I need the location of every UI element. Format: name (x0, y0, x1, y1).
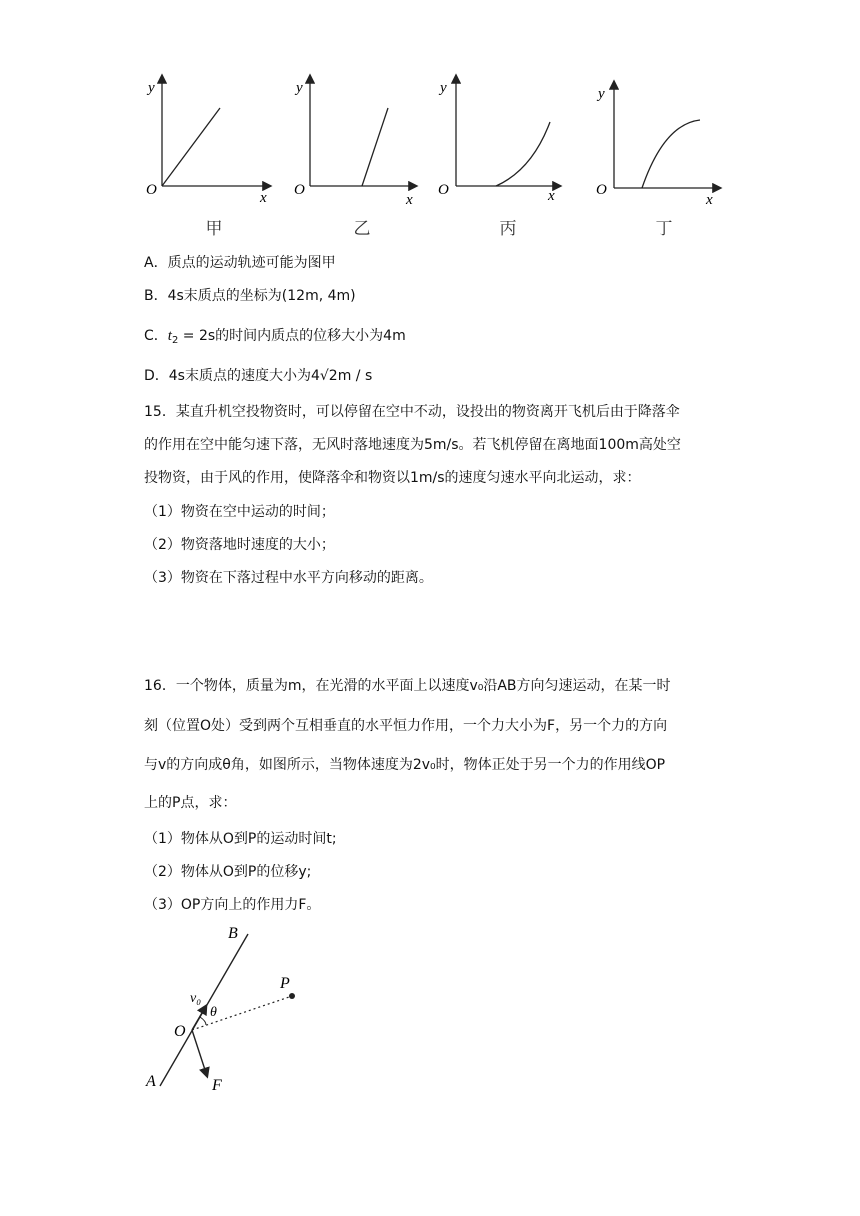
graph-jia (140, 70, 280, 210)
q16-line-4: 上的P点，求： (144, 795, 237, 811)
y-axis-label: y (148, 80, 155, 96)
label-p: P (280, 975, 290, 992)
option-c-prefix: C． (144, 328, 168, 344)
graph-ding (592, 70, 732, 210)
origin-label: O (294, 182, 305, 198)
label-theta: θ (210, 1005, 217, 1020)
option-a: A．质点的运动轨迹可能为图甲 (144, 255, 336, 271)
option-b: B．4s末质点的坐标为(12m, 4m) (144, 288, 356, 304)
q16-sub-2: （2）物体从O到P的位移y; (144, 864, 312, 880)
y-axis-label: y (440, 80, 447, 96)
q15-sub-3: （3）物资在下落过程中水平方向移动的距离。 (144, 570, 433, 586)
line-op (192, 996, 292, 1030)
option-c-math: t (167, 328, 172, 344)
x-axis-label: x (706, 192, 713, 208)
option-c-sub: 2 (171, 335, 179, 346)
option-c (144, 326, 406, 351)
graph-yi (290, 70, 430, 210)
force-arrow (192, 1030, 207, 1076)
q15-line-3: 投物资，由于风的作用，使降落伞和物资以1m/s的速度匀速水平向北运动，求： (144, 470, 641, 486)
graph-bing (436, 70, 576, 210)
graph-row (0, 0, 860, 250)
label-b: B (228, 925, 238, 942)
label-f: F (212, 1077, 222, 1094)
graph-label-ding: 丁 (655, 219, 673, 239)
q16-sub-1: （1）物体从O到P的运动时间t; (144, 831, 337, 847)
x-axis-label: x (548, 188, 555, 204)
angle-arc (200, 1017, 206, 1025)
q16-sub-3: （3）OP方向上的作用力F。 (144, 897, 321, 913)
origin-label: O (596, 182, 607, 198)
origin-label: O (146, 182, 157, 198)
option-d: D．4s末质点的速度大小为4√2m / s (144, 368, 373, 384)
label-a: A (146, 1073, 156, 1090)
q16-line-2: 刻（位置O处）受到两个互相垂直的水平恒力作用，一个力大小为F，另一个力的方向 (144, 718, 668, 734)
q15-line-1: 15．某直升机空投物资时，可以停留在空中不动，设投出的物资离开飞机后由于降落伞 (144, 404, 680, 420)
q16-line-1: 16．一个物体，质量为m，在光滑的水平面上以速度v₀沿AB方向匀速运动，在某一时 (144, 678, 671, 694)
graph-label-yi: 乙 (353, 219, 371, 239)
q15-sub-1: （1）物资在空中运动的时间； (144, 504, 335, 520)
x-axis-label: x (406, 192, 413, 208)
force-diagram (140, 920, 320, 1100)
velocity-arrow (192, 1006, 206, 1030)
graph-label-jia: 甲 (205, 219, 223, 239)
label-o: O (174, 1023, 186, 1040)
x-axis-label: x (260, 190, 267, 206)
point-p (289, 993, 295, 999)
option-c-rest: = 2s的时间内质点的位移大小为4m (178, 328, 406, 344)
graph-label-bing: 丙 (499, 219, 517, 239)
label-v0: v₀ (190, 991, 202, 1006)
q15-line-2: 的作用在空中能匀速下落，无风时落地速度为5m/s。若飞机停留在离地面100m高处空 (144, 437, 681, 453)
q15-sub-2: （2）物资落地时速度的大小； (144, 537, 335, 553)
origin-label: O (438, 182, 449, 198)
y-axis-label: y (598, 86, 605, 102)
y-axis-label: y (296, 80, 303, 96)
q16-line-3: 与v的方向成θ角，如图所示，当物体速度为2v₀时，物体正处于另一个力的作用线OP (144, 757, 666, 773)
